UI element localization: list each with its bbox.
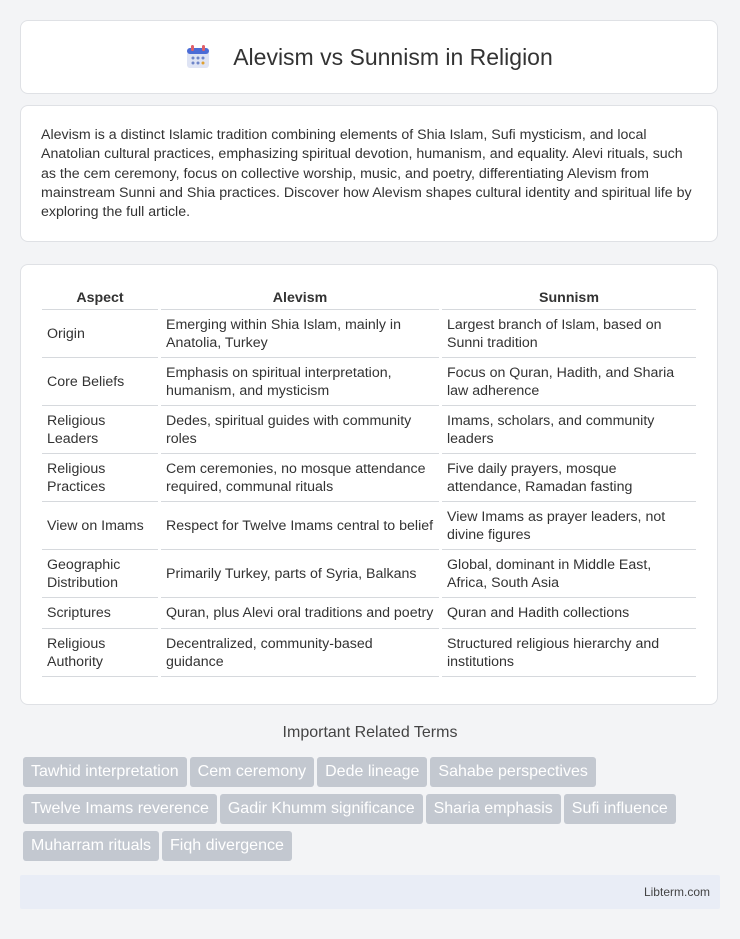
related-term-tag[interactable]: Tawhid interpretation <box>23 757 187 787</box>
related-term-tag[interactable]: Twelve Imams reverence <box>23 794 217 824</box>
cell-alevism: Dedes, spiritual guides with community roles <box>161 406 439 454</box>
cell-sunnism: Five daily prayers, mosque attendance, Ramadan fasting <box>442 454 696 502</box>
table-row <box>42 454 696 502</box>
cell-alevism: Decentralized, community-based guidance <box>161 629 439 677</box>
table-row <box>42 502 696 550</box>
related-term-tag[interactable]: Cem ceremony <box>190 757 314 787</box>
related-term-tag[interactable]: Gadir Khumm significance <box>220 794 423 824</box>
footer <box>20 875 720 909</box>
table-row <box>42 406 696 454</box>
table-row <box>42 310 696 358</box>
comparison-table <box>39 287 699 677</box>
cell-alevism: Cem ceremonies, no mosque attendance required, communal rituals <box>161 454 439 502</box>
cell-alevism: Respect for Twelve Imams central to belief <box>161 502 439 550</box>
related-terms-list <box>23 757 713 868</box>
table-row <box>42 598 696 629</box>
related-term-tag[interactable]: Fiqh divergence <box>162 831 292 861</box>
header-alevism: Alevism <box>161 287 439 310</box>
comparison-table-card <box>20 264 718 705</box>
table-header-row <box>42 287 696 310</box>
related-term-tag[interactable]: Sharia emphasis <box>426 794 561 824</box>
cell-alevism: Quran, plus Alevi oral traditions and poetry <box>161 598 439 629</box>
related-term-tag[interactable]: Muharram rituals <box>23 831 159 861</box>
cell-sunnism: Focus on Quran, Hadith, and Sharia law adherence <box>442 358 696 406</box>
header-aspect: Aspect <box>42 287 158 310</box>
title-card <box>20 20 718 94</box>
cell-sunnism: Structured religious hierarchy and institutions <box>442 629 696 677</box>
cell-sunnism: Imams, scholars, and community leaders <box>442 406 696 454</box>
calendar-icon <box>185 44 211 70</box>
related-term-tag[interactable]: Sufi influence <box>564 794 676 824</box>
table-row <box>42 550 696 598</box>
cell-aspect: Geographic Distribution <box>42 550 158 598</box>
cell-alevism: Primarily Turkey, parts of Syria, Balkans <box>161 550 439 598</box>
cell-aspect: Core Beliefs <box>42 358 158 406</box>
cell-sunnism: View Imams as prayer leaders, not divine figures <box>442 502 696 550</box>
related-terms-heading: Important Related Terms <box>282 724 458 741</box>
table-row <box>42 358 696 406</box>
related-term-tag[interactable]: Dede lineage <box>317 757 427 787</box>
cell-sunnism: Global, dominant in Middle East, Africa, South Asia <box>442 550 696 598</box>
cell-aspect: Scriptures <box>42 598 158 629</box>
cell-sunnism: Quran and Hadith collections <box>442 598 696 629</box>
cell-aspect: View on Imams <box>42 502 158 550</box>
cell-alevism: Emerging within Shia Islam, mainly in Anatolia, Turkey <box>161 310 439 358</box>
intro-card <box>20 105 718 242</box>
header-sunnism: Sunnism <box>442 287 696 310</box>
related-term-tag[interactable]: Sahabe perspectives <box>430 757 595 787</box>
page-title: Alevism vs Sunnism in Religion <box>233 43 553 70</box>
cell-sunnism: Largest branch of Islam, based on Sunni tradition <box>442 310 696 358</box>
cell-aspect: Religious Leaders <box>42 406 158 454</box>
table-row <box>42 629 696 677</box>
cell-aspect: Origin <box>42 310 158 358</box>
cell-alevism: Emphasis on spiritual interpretation, humanism, and mysticism <box>161 358 439 406</box>
cell-aspect: Religious Practices <box>42 454 158 502</box>
intro-text: Alevism is a distinct Islamic tradition combining elements of Shia Islam, Sufi mysticism, and local Anatolian cultural practices, emphasizing spiritual devotion, humanism, and equality. Alevi rituals, such as the cem ceremony, focus on collective worship, music, and poetry, differentiating Alevism from mainstream Sunni and Shia practices. Discover how Alevism shapes cultural identity and spiritual life by exploring the full article. <box>41 127 692 221</box>
cell-aspect: Religious Authority <box>42 629 158 677</box>
footer-site-link[interactable]: Libterm.com <box>643 885 710 899</box>
